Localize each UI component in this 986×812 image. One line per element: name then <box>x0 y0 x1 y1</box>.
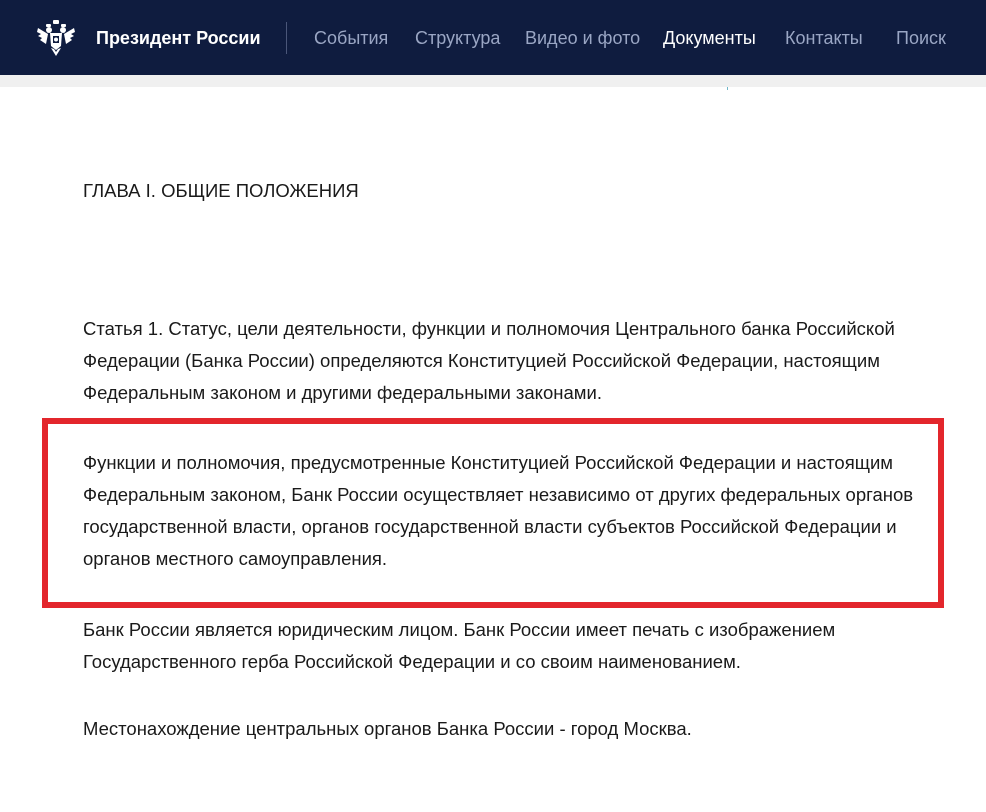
header-bottom-strip <box>0 75 986 87</box>
site-header <box>0 0 986 75</box>
nav-item-documents[interactable]: Документы <box>663 28 756 48</box>
paragraph-independence: Функции и полномочия, предусмотренные Конституцией Российской Федерации и настоящим Федеральным законом, Банк России осуществляет независимо от других федеральных органов государственной власти, органов государственной власти субъектов Российской Федерации и органов местного самоуправления. <box>83 452 914 569</box>
paragraph-legal-entity: Банк России является юридическим лицом. Банк России имеет печать с изображением Государственного герба Российской Федерации и со своим наименованием. <box>83 619 836 672</box>
nav-item-video-photo[interactable]: Видео и фото <box>525 28 641 48</box>
paragraph-article-1: Статья 1. Статус, цели деятельности, функции и полномочия Центрального банка Российской Федерации (Банка России) определяются Конституцией Российской Федерации, настоящим Федеральным законом и другими федеральными законами. <box>83 318 895 403</box>
chapter-heading: ГЛАВА I. ОБЩИЕ ПОЛОЖЕНИЯ <box>83 180 359 201</box>
double-headed-eagle-icon[interactable] <box>36 18 76 58</box>
highlight-annotation-box <box>42 418 944 608</box>
nav-item-search[interactable]: Поиск <box>896 28 946 48</box>
header-divider <box>286 22 287 54</box>
nav-item-events[interactable]: События <box>314 28 389 48</box>
nav-item-contacts[interactable]: Контакты <box>785 28 863 48</box>
nav-item-structure[interactable]: Структура <box>415 28 501 48</box>
paragraph-location: Местонахождение центральных органов Банка России - город Москва. <box>83 718 692 739</box>
strip-marker <box>727 87 728 90</box>
site-title-link[interactable]: Президент России <box>96 28 261 48</box>
